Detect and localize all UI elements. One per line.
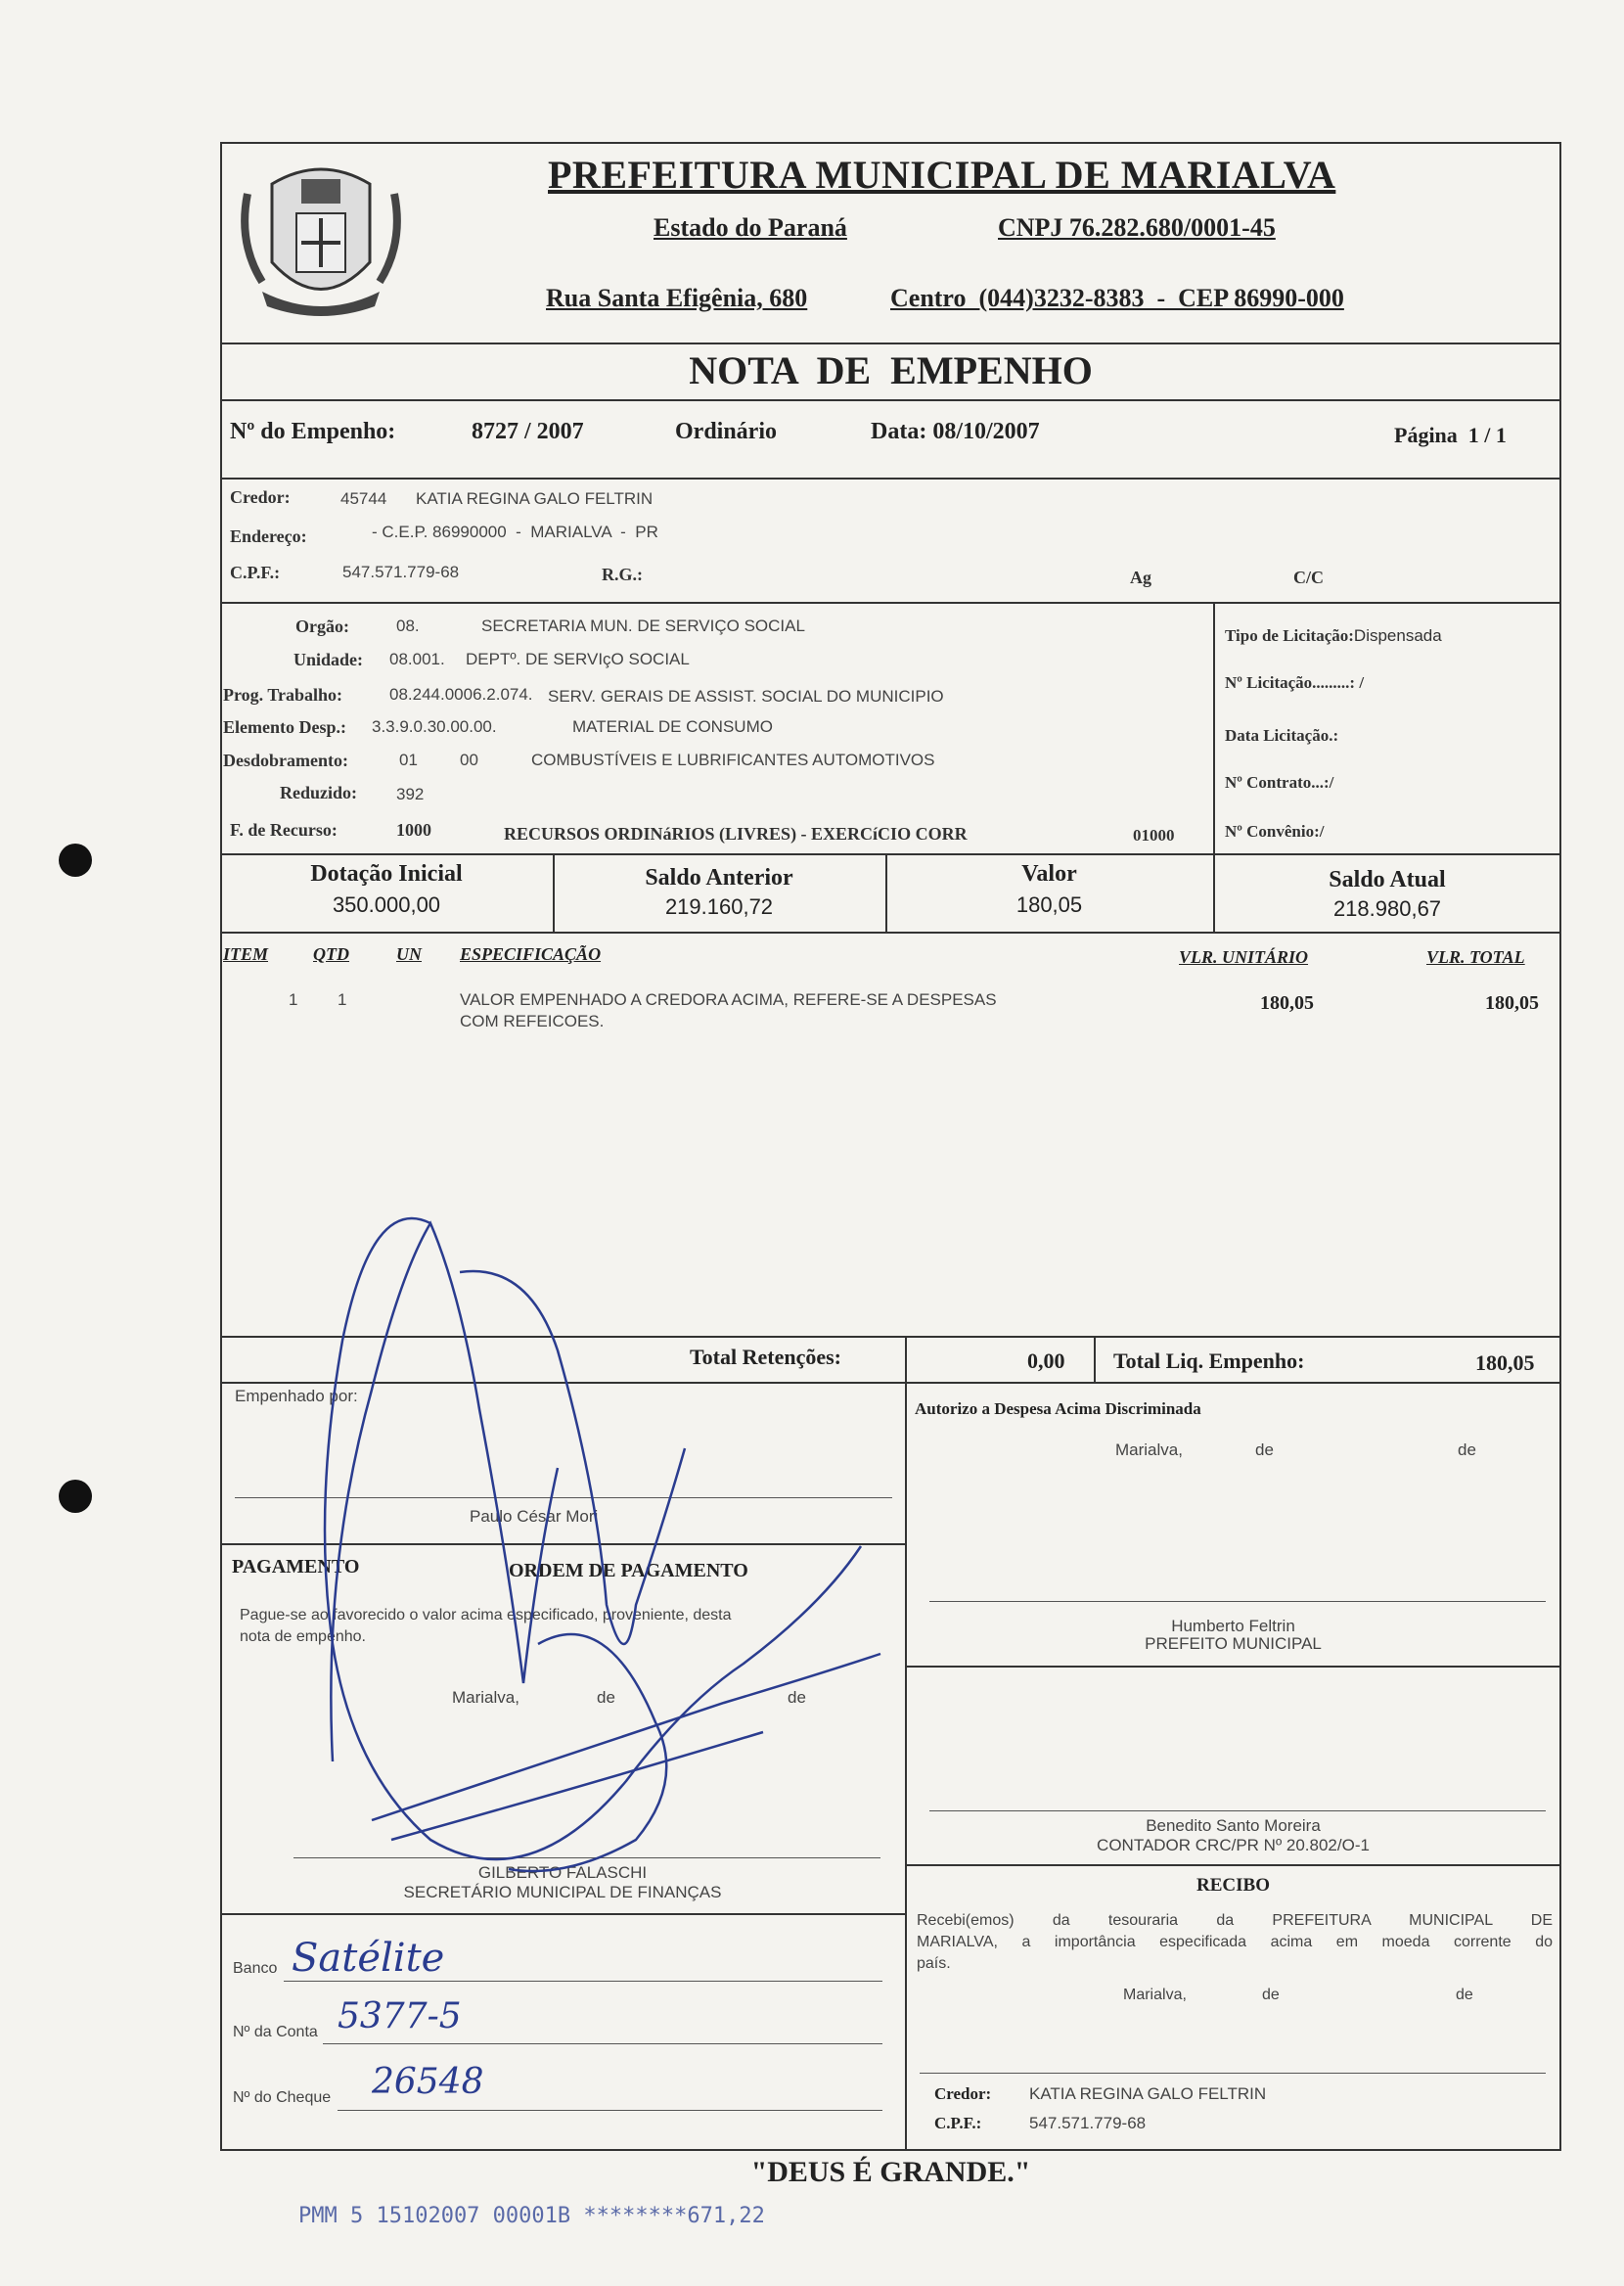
- reduzido-value: 392: [396, 785, 425, 803]
- unidade-label: Unidade:: [293, 650, 364, 669]
- valor-value: 180,05: [1015, 892, 1083, 917]
- credor-label: Credor:: [230, 487, 291, 507]
- unidade-name: DEPTº. DE SERVIçO SOCIAL: [466, 650, 690, 668]
- conta-value: 5377-5: [338, 1996, 462, 2036]
- cc-label: C/C: [1293, 568, 1324, 587]
- contact-info: Centro (044)3232-8383 - CEP 86990-000: [890, 284, 1344, 312]
- prog-label: Prog. Trabalho:: [223, 685, 343, 705]
- conta-label: Nº da Conta: [233, 2024, 318, 2040]
- prefeito-name: Humberto Feltrin: [1171, 1617, 1295, 1635]
- rg-label: R.G.:: [602, 565, 643, 584]
- reduzido-label: Reduzido:: [280, 783, 358, 802]
- orgao-label: Orgão:: [295, 617, 349, 636]
- licitacao-type-label: Tipo de Licitação:: [1225, 626, 1354, 645]
- pague-se-line-2: nota de empenho.: [240, 1628, 366, 1645]
- punch-hole: [59, 844, 92, 877]
- recibo-credor-name: KATIA REGINA GALO FELTRIN: [1029, 2084, 1267, 2103]
- pagamento-label: PAGAMENTO: [232, 1556, 360, 1577]
- secretary-title: SECRETÁRIO MUNICIPAL DE FINANÇAS: [403, 1883, 722, 1901]
- recibo-line-2: MARIALVA, a importância especificada acima em moeda corrente do: [917, 1934, 1553, 1950]
- recibo-line-3: país.: [917, 1955, 951, 1972]
- saldo-anterior-label: Saldo Anterior: [645, 865, 793, 891]
- saldo-atual-value: 218.980,67: [1332, 896, 1442, 921]
- address-label: Endereço:: [230, 526, 307, 546]
- licitacao-type-value: Dispensada: [1353, 626, 1442, 645]
- empenho-date: Data: 08/10/2007: [871, 419, 1040, 444]
- item-spec-line-2: COM REFEICOES.: [460, 1012, 605, 1030]
- cheque-label: Nº do Cheque: [233, 2089, 332, 2106]
- cnpj: CNPJ 76.282.680/0001-45: [998, 213, 1276, 242]
- items-header-item: ITEM: [223, 944, 269, 964]
- recurso-code-2: 01000: [1133, 826, 1175, 845]
- cpf-value: 547.571.779-68: [342, 563, 460, 581]
- items-header-total: VLR. TOTAL: [1426, 947, 1525, 967]
- licitacao-date: Data Licitação.:: [1225, 726, 1339, 745]
- motto: "DEUS É GRANDE.": [750, 2156, 1031, 2188]
- banco-value: Satélite: [292, 1936, 445, 1981]
- recibo-marialva: Marialva,: [1123, 1987, 1187, 2003]
- empenhado-por-label: Empenhado por:: [235, 1387, 358, 1405]
- recibo-cpf-label: C.P.F.:: [934, 2114, 982, 2132]
- orgao-code: 08.: [396, 617, 420, 635]
- recibo-title: RECIBO: [1196, 1875, 1270, 1896]
- ordem-de-1: de: [597, 1688, 615, 1707]
- recurso-name: RECURSOS ORDINáRIOS (LIVRES) - EXERCíCIO CORR: [504, 824, 968, 844]
- punch-hole: [59, 1480, 92, 1513]
- contador-name: Benedito Santo Moreira: [1146, 1816, 1321, 1835]
- ag-label: Ag: [1130, 568, 1151, 587]
- liquido-value: 180,05: [1475, 1350, 1535, 1375]
- ordem-pagamento-label: ORDEM DE PAGAMENTO: [509, 1560, 748, 1581]
- item-total-value: 180,05: [1485, 992, 1539, 1014]
- empenho-number-label: Nº do Empenho:: [230, 419, 396, 444]
- autorizo-de-2: de: [1458, 1440, 1476, 1459]
- saldo-anterior-value: 219.160,72: [664, 894, 774, 919]
- desdobramento-name: COMBUSTÍVEIS E LUBRIFICANTES AUTOMOTIVOS: [531, 751, 935, 769]
- prefeito-title: PREFEITO MUNICIPAL: [1145, 1634, 1322, 1653]
- retencoes-label: Total Retenções:: [690, 1345, 841, 1369]
- empenho-type: Ordinário: [675, 419, 778, 444]
- recibo-credor-label: Credor:: [934, 2084, 992, 2103]
- items-header-spec: ESPECIFICAÇÃO: [460, 944, 602, 964]
- recibo-line-1: Recebi(emos) da tesouraria da PREFEITURA MUNICIPAL DE: [917, 1912, 1553, 1929]
- print-code: PMM 5 15102007 00001B ********671,22: [298, 2204, 765, 2228]
- prog-code: 08.244.0006.2.074.: [389, 685, 533, 704]
- orgao-name: SECRETARIA MUN. DE SERVIÇO SOCIAL: [481, 617, 805, 635]
- address-value: - C.E.P. 86990000 - MARIALVA - PR: [372, 523, 658, 541]
- secretary-name: GILBERTO FALASCHI: [477, 1863, 648, 1882]
- dotacao-value: 350.000,00: [332, 892, 441, 917]
- recurso-label: F. de Recurso:: [230, 820, 338, 840]
- items-header-un: UN: [396, 944, 422, 964]
- elemento-code: 3.3.9.0.30.00.00.: [372, 717, 497, 736]
- autorizo-de-1: de: [1255, 1440, 1274, 1459]
- elemento-label: Elemento Desp.:: [223, 717, 346, 737]
- contract-number: Nº Contrato...:/: [1225, 773, 1334, 792]
- page-number: Página 1 / 1: [1394, 423, 1507, 447]
- desdobramento-label: Desdobramento:: [223, 751, 348, 770]
- document-title: NOTA DE EMPENHO: [689, 348, 1093, 392]
- convenio-number: Nº Convênio:/: [1225, 822, 1325, 841]
- recibo-cpf-value: 547.571.779-68: [1029, 2114, 1147, 2132]
- municipality-name: PREFEITURA MUNICIPAL DE MARIALVA: [548, 153, 1336, 197]
- retencoes-value: 0,00: [1027, 1349, 1065, 1373]
- elemento-name: MATERIAL DE CONSUMO: [572, 717, 773, 736]
- empenhado-por-name: Paulo César Mori: [470, 1507, 599, 1526]
- empenho-number: 8727 / 2007: [472, 419, 584, 444]
- cpf-label: C.P.F.:: [230, 563, 281, 582]
- item-spec-line-1: VALOR EMPENHADO A CREDORA ACIMA, REFERE-SE A DESPESAS: [460, 990, 997, 1009]
- ordem-marialva: Marialva,: [452, 1688, 519, 1707]
- dotacao-label: Dotação Inicial: [310, 861, 463, 887]
- pague-se-line-1: Pague-se ao favorecido o valor acima especificado, proveniente, desta: [240, 1607, 732, 1623]
- items-header-unit: VLR. UNITÁRIO: [1179, 947, 1309, 967]
- autorizo-marialva: Marialva,: [1115, 1440, 1183, 1459]
- item-number: 1: [289, 990, 298, 1009]
- licitacao-number: Nº Licitação.........: /: [1225, 673, 1365, 692]
- ordem-de-2: de: [788, 1688, 806, 1707]
- recurso-code: 1000: [396, 820, 431, 840]
- desdobramento-code-1: 01: [399, 751, 418, 769]
- credor-code: 45744: [340, 489, 387, 508]
- items-header-qtd: QTD: [313, 944, 349, 964]
- street-address: Rua Santa Efigênia, 680: [546, 284, 808, 312]
- credor-name: KATIA REGINA GALO FELTRIN: [416, 489, 654, 508]
- state-name: Estado do Paraná: [654, 213, 847, 242]
- saldo-atual-label: Saldo Atual: [1329, 867, 1446, 892]
- cheque-value: 26548: [372, 2062, 484, 2102]
- banco-label: Banco: [233, 1960, 278, 1977]
- liquido-label: Total Liq. Empenho:: [1113, 1349, 1305, 1373]
- recibo-de-2: de: [1456, 1987, 1473, 2003]
- valor-label: Valor: [1021, 861, 1077, 887]
- contador-title: CONTADOR CRC/PR Nº 20.802/O-1: [1097, 1836, 1370, 1854]
- autorizo-label: Autorizo a Despesa Acima Discriminada: [915, 1399, 1201, 1418]
- prog-name: SERV. GERAIS DE ASSIST. SOCIAL DO MUNICIPIO: [548, 687, 944, 706]
- desdobramento-code-2: 00: [460, 751, 478, 769]
- item-qtd: 1: [338, 990, 347, 1009]
- recibo-de-1: de: [1262, 1987, 1280, 2003]
- item-unit-value: 180,05: [1260, 992, 1314, 1014]
- unidade-code: 08.001.: [389, 650, 445, 668]
